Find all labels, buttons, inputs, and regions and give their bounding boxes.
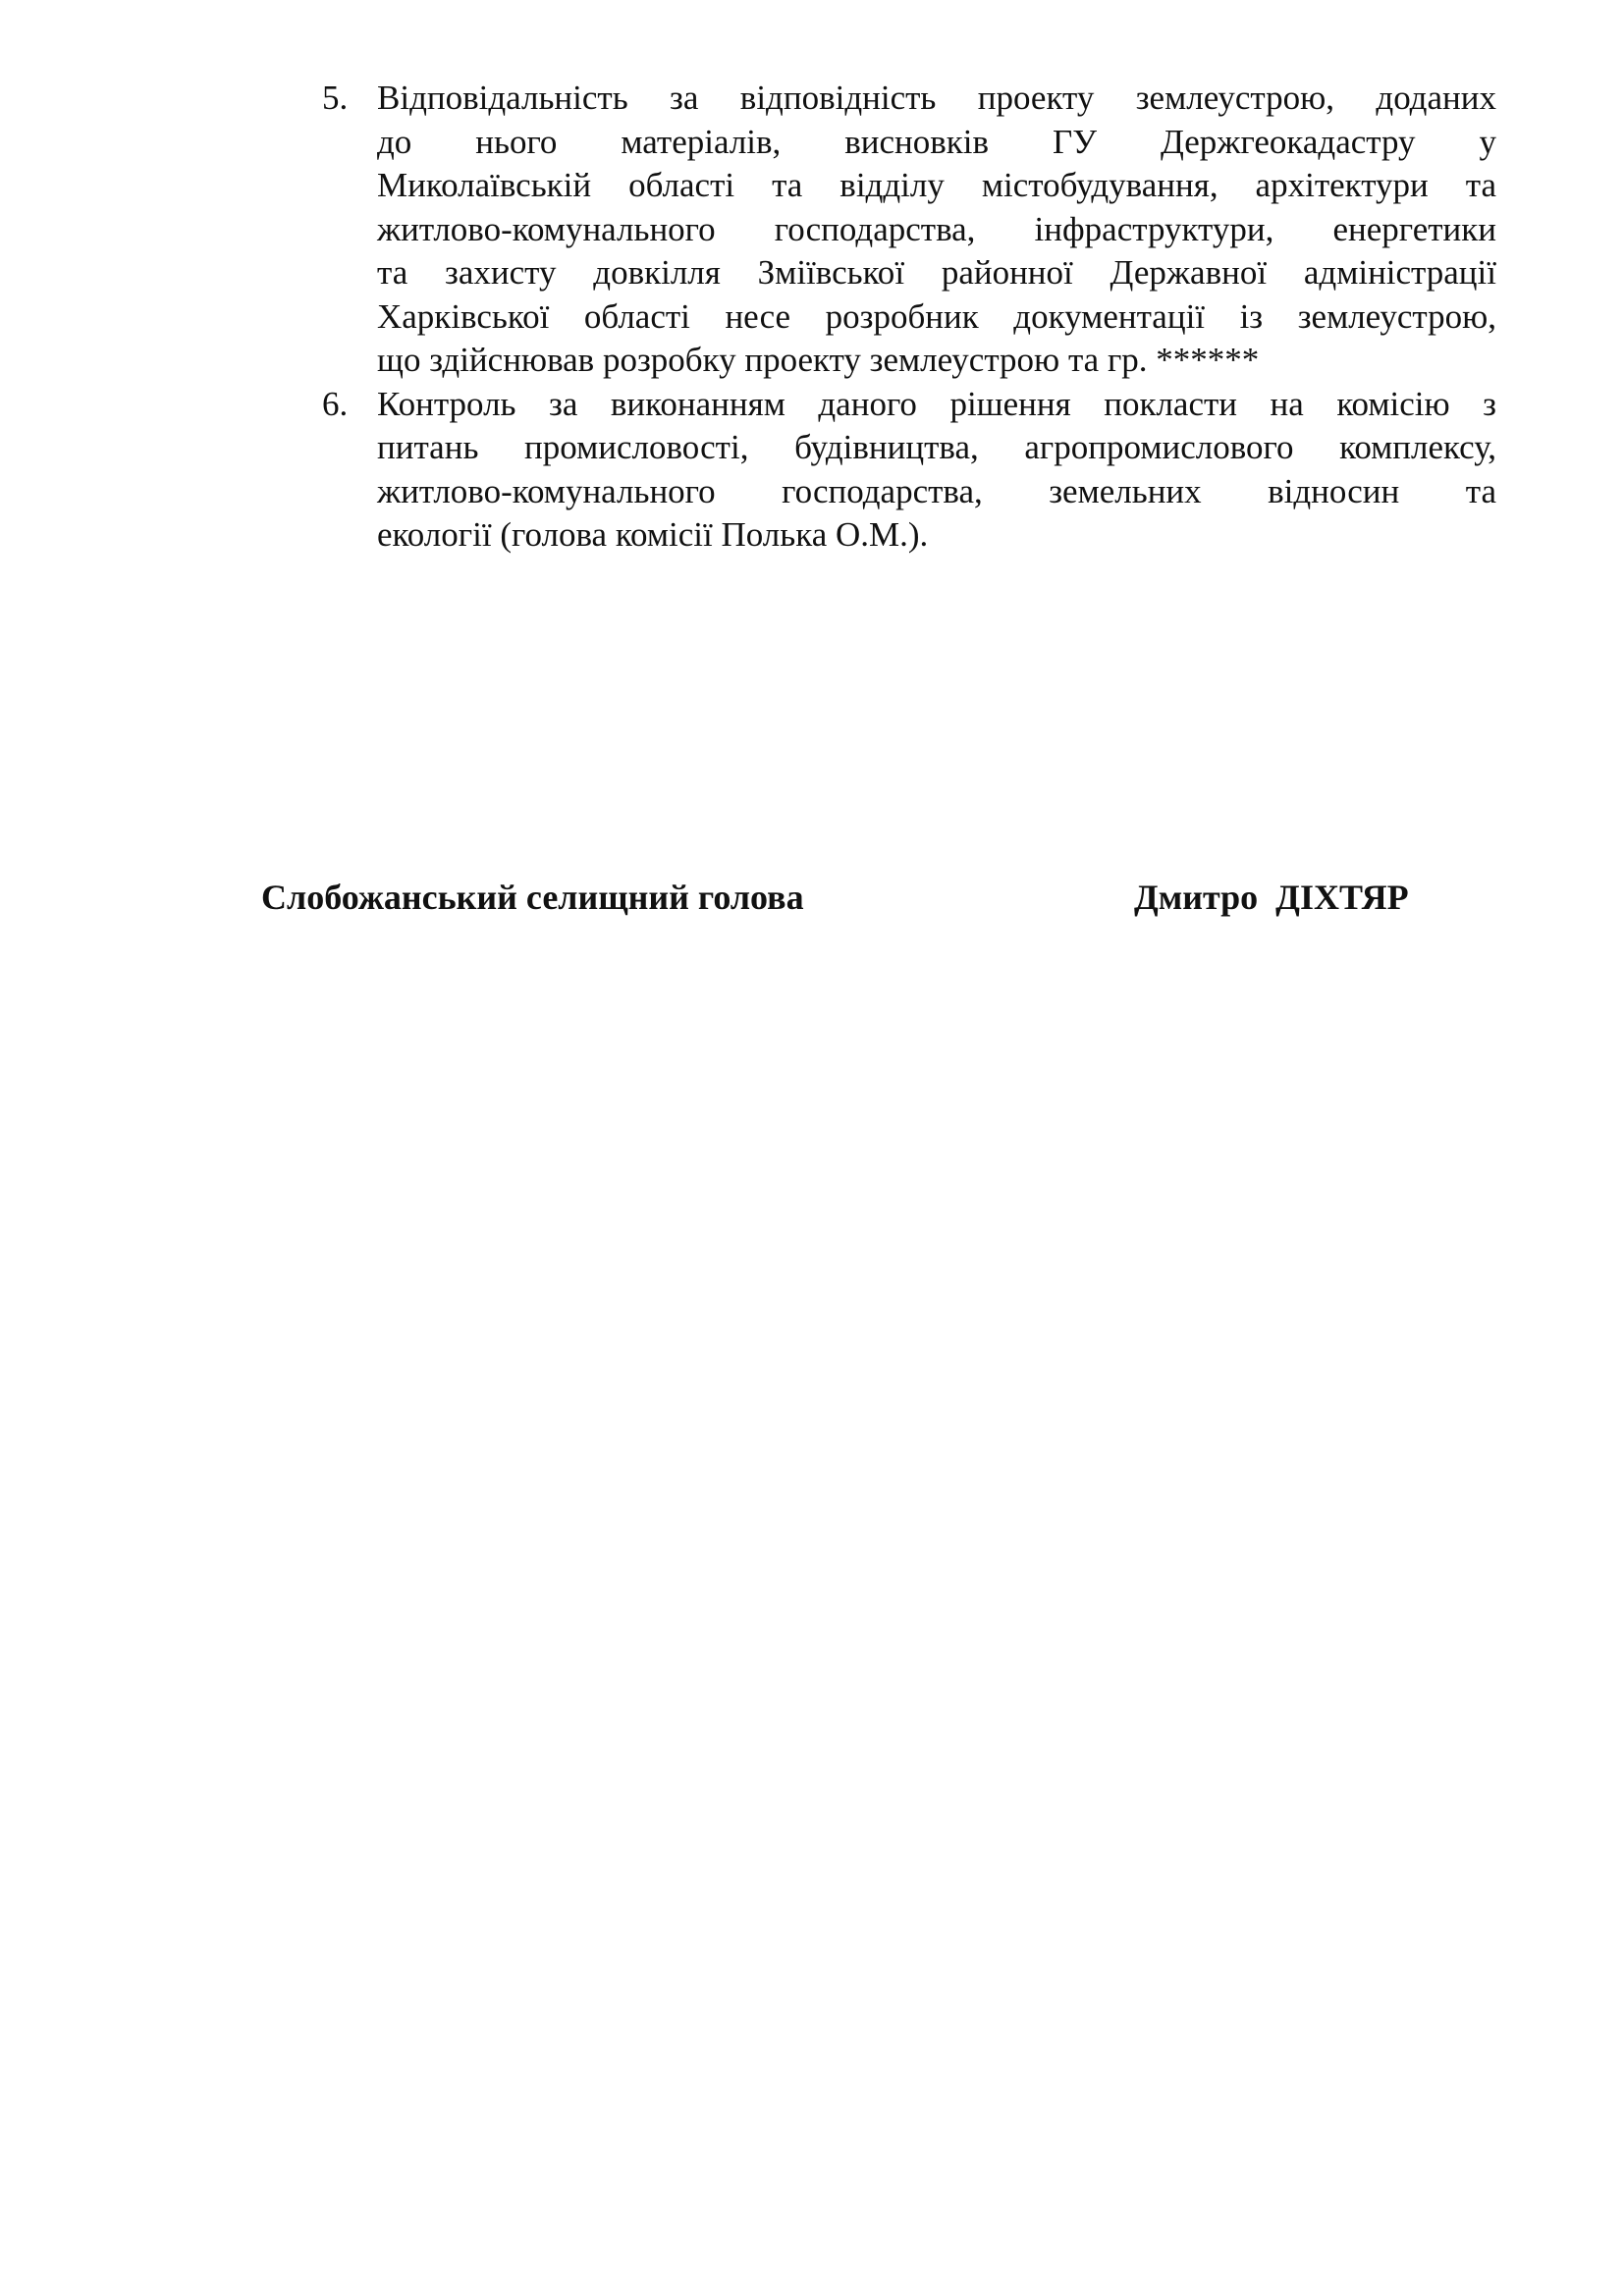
decision-clauses-list bbox=[322, 77, 1496, 558]
clause-6 bbox=[322, 383, 1496, 558]
clause-text-line: що здійснював розробку проекту землеустрою та гр. ****** bbox=[377, 341, 1260, 379]
signatory-name: Дмитро ДІХТЯР bbox=[1134, 878, 1409, 917]
clause-text-line: питань промисловості, будівництва, агропромислового комплексу, bbox=[377, 428, 1496, 466]
clause-number: 6. bbox=[322, 384, 349, 423]
clause-text-line: екології (голова комісії Полька О.М.). bbox=[377, 515, 929, 554]
clause-text-line: Контроль за виконанням даного рішення покласти на комісію з bbox=[377, 384, 1496, 423]
clause-number: 5. bbox=[322, 79, 349, 117]
clause-5 bbox=[322, 77, 1496, 383]
clause-text-line: житлово-комунального господарства, земельних відносин та bbox=[377, 471, 1496, 510]
clause-text-line: житлово-комунального господарства, інфраструктури, енергетики bbox=[377, 209, 1496, 248]
clause-text-line: Відповідальність за відповідність проекту землеустрою, доданих bbox=[377, 79, 1496, 117]
clause-text-line: до нього матеріалів, висновків ГУ Держгеокадастру у bbox=[377, 122, 1496, 161]
clause-text-line: та захисту довкілля Зміївської районної Державної адміністрації bbox=[377, 253, 1496, 292]
signatory-title: Слобожанський селищний голова bbox=[261, 878, 804, 917]
clause-text-line: Харківської області несе розробник документації із землеустрою, bbox=[377, 296, 1496, 336]
clause-text-line: Миколаївській області та відділу містобудування, архітектури та bbox=[377, 166, 1496, 204]
